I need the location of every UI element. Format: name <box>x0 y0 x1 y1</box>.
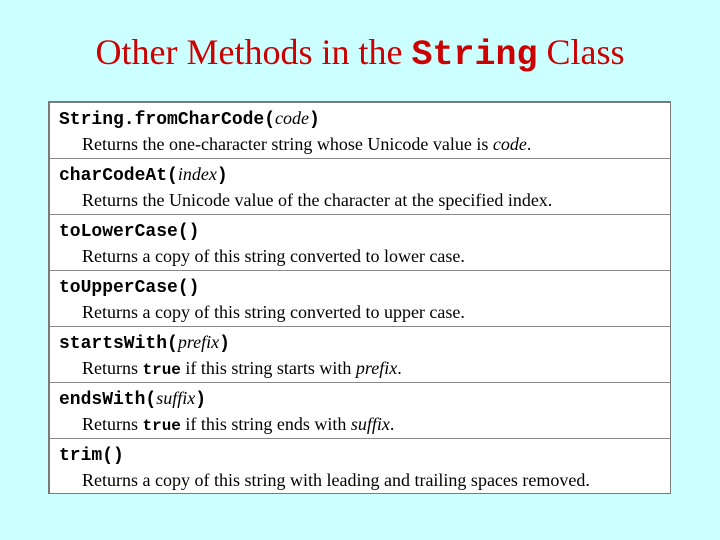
method-description <box>59 412 670 438</box>
method-signature <box>59 274 670 300</box>
desc-text: Returns a copy of this string with leading and trailing spaces removed. <box>82 470 590 490</box>
method-description <box>59 188 670 214</box>
method-name: toUpperCase() <box>59 278 200 298</box>
method-description <box>59 356 670 382</box>
desc-code: true <box>142 361 181 379</box>
method-signature <box>59 386 670 412</box>
method-description <box>59 468 670 493</box>
method-close-paren: ) <box>195 390 207 410</box>
desc-text: Returns a copy of this string converted to lower case. <box>82 246 465 266</box>
method-argument: suffix <box>156 388 196 408</box>
method-name: trim() <box>59 446 124 466</box>
desc-mid-text: if this string ends with <box>180 414 351 434</box>
method-name: charCodeAt( <box>59 166 178 186</box>
title-code-string: String <box>411 35 538 75</box>
method-row-endswith <box>50 383 670 439</box>
method-description <box>59 300 670 326</box>
desc-text: Returns a copy of this string converted to upper case. <box>82 302 465 322</box>
desc-text: Returns the one-character string whose Unicode value is <box>82 134 493 154</box>
method-signature <box>59 330 670 356</box>
method-close-paren: ) <box>216 166 228 186</box>
desc-text: Returns the Unicode value of the character at the specified index. <box>82 190 553 210</box>
desc-code: true <box>142 417 181 435</box>
method-name: startsWith( <box>59 334 178 354</box>
title-text-after: Class <box>537 32 625 72</box>
desc-text: Returns <box>82 358 143 378</box>
method-row-startswith <box>50 327 670 383</box>
method-signature <box>59 218 670 244</box>
method-row-tolowercase <box>50 215 670 271</box>
method-name: toLowerCase() <box>59 222 200 242</box>
method-argument: index <box>177 164 217 184</box>
desc-italic-term: suffix <box>350 414 390 434</box>
desc-end-text: . <box>526 134 532 154</box>
method-close-paren: ) <box>219 334 230 354</box>
method-row-charcodeat <box>50 159 670 215</box>
method-argument: prefix <box>177 332 220 352</box>
method-signature <box>59 106 670 132</box>
method-row-touppercase <box>50 271 670 327</box>
method-signature <box>59 442 670 468</box>
method-description <box>59 132 670 158</box>
desc-end-text: . <box>389 414 395 434</box>
method-row-trim <box>50 439 670 493</box>
method-name: endsWith( <box>59 390 157 410</box>
method-description <box>59 244 670 270</box>
method-argument: code <box>275 108 310 128</box>
method-signature <box>59 162 670 188</box>
methods-table <box>48 101 671 494</box>
title-text-before: Other Methods in the <box>95 32 412 72</box>
method-close-paren: ) <box>309 110 320 130</box>
method-row-fromcharcode <box>50 103 670 159</box>
desc-text: Returns <box>82 414 143 434</box>
desc-italic-term: code <box>492 134 527 154</box>
method-name: String.fromCharCode( <box>59 110 276 130</box>
desc-italic-term: prefix <box>355 358 398 378</box>
desc-end-text: . <box>397 358 402 378</box>
slide-title <box>0 26 720 81</box>
desc-mid-text: if this string starts with <box>180 358 356 378</box>
